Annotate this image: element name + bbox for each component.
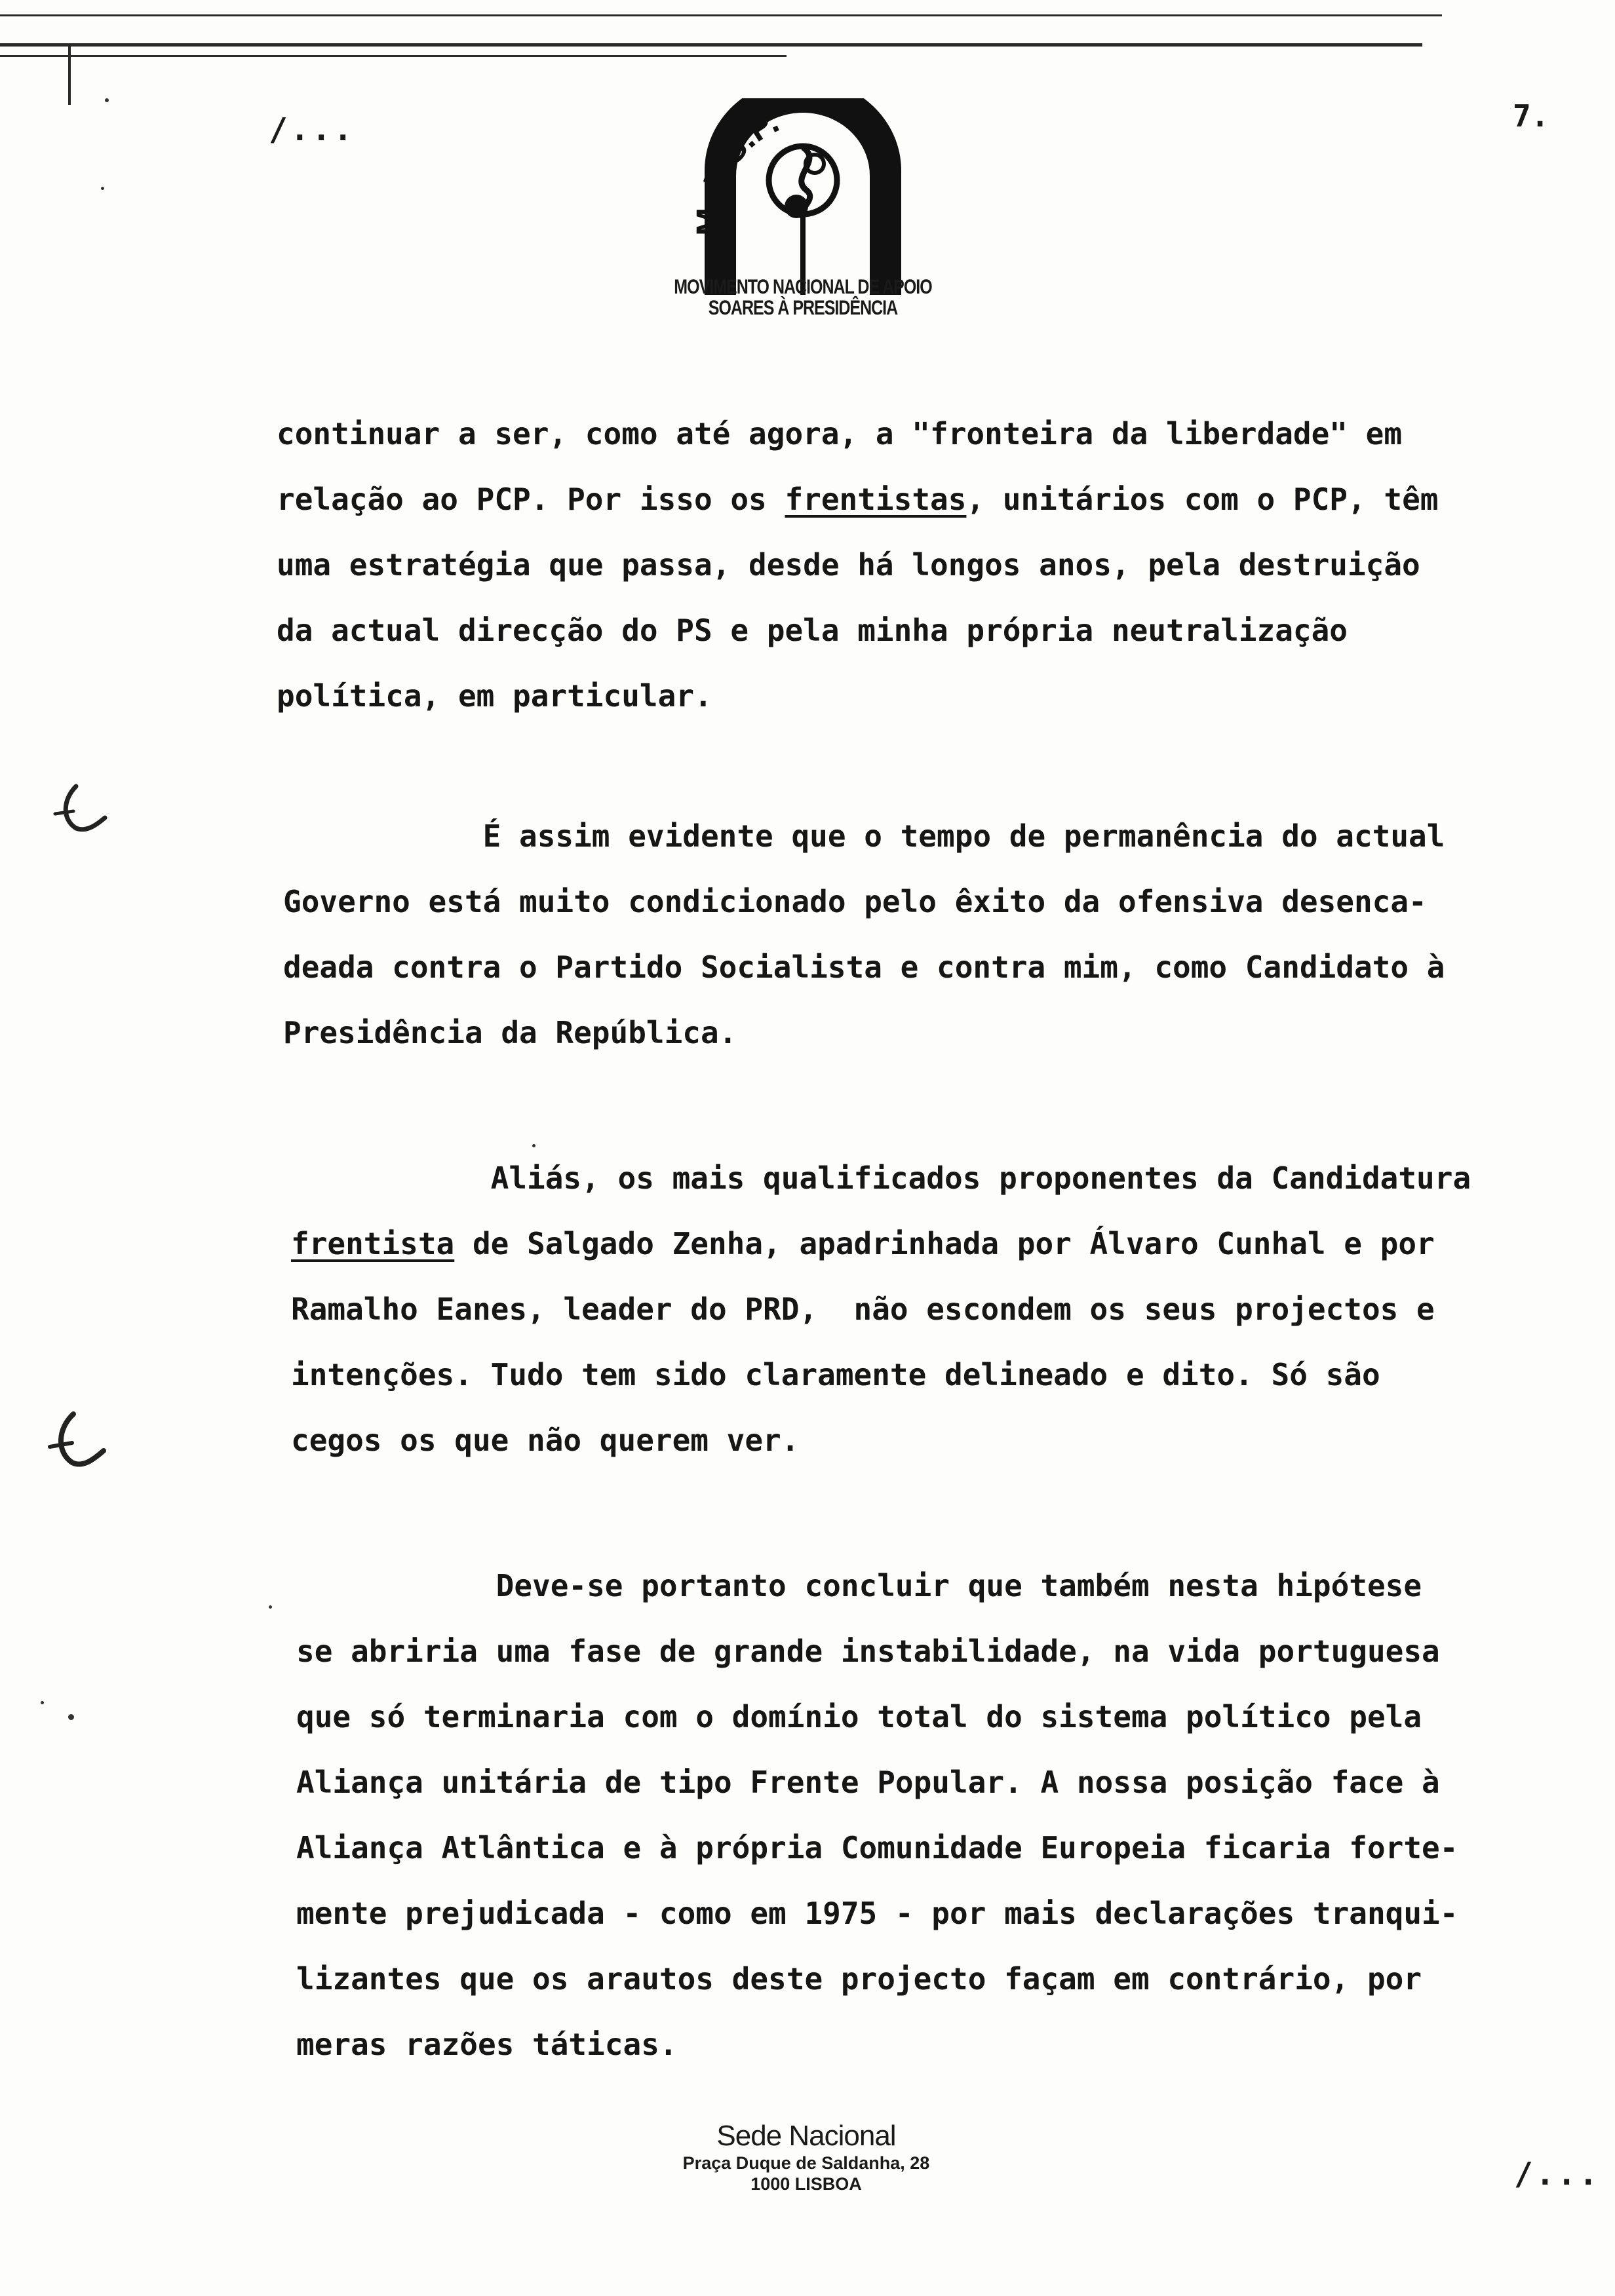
- text-run: Deve-se portanto concluir que também nesta hipótese: [296, 1568, 1422, 1603]
- text-run: intenções. Tudo tem sido claramente delineado e dito. Só são: [291, 1357, 1380, 1392]
- paragraph-4: [296, 1553, 1458, 2077]
- text-run: Aliás, os mais qualificados proponentes da Candidatura: [291, 1160, 1471, 1196]
- text-run: Presidência da República.: [283, 1015, 737, 1050]
- text-run: lizantes que os arautos deste projecto façam em contrário, por: [296, 1961, 1422, 1997]
- scan-top-rule-2: [0, 43, 1422, 47]
- logo-line-2: SOARES À PRESIDÊNCIA: [708, 296, 898, 320]
- text-line: [291, 1211, 1471, 1276]
- text-line: [291, 1342, 1471, 1407]
- page-number: 7.: [1513, 98, 1549, 134]
- text-run: que só terminaria com o domínio total do sistema político pela: [296, 1699, 1422, 1734]
- text-line: [296, 1946, 1458, 2012]
- margin-check-mark-icon-2: [43, 1409, 109, 1474]
- text-run: de Salgado Zenha, apadrinhada por Álvaro Cunhal e por: [454, 1226, 1435, 1261]
- text-run: Governo está muito condicionado pelo êxito da ofensiva desenca-: [283, 884, 1427, 919]
- text-run: da actual direcção do PS e pela minha própria neutralização: [277, 613, 1348, 648]
- text-run: Aliança Atlântica e à própria Comunidade Europeia ficaria forte-: [296, 1830, 1458, 1866]
- text-run: política, em particular.: [277, 678, 712, 714]
- text-line: [277, 532, 1438, 598]
- scan-speck: [532, 1144, 535, 1147]
- masp-logo: [659, 98, 947, 334]
- footer-address-line-2: 1000 LISBOA: [750, 2174, 862, 2194]
- text-line: [277, 663, 1438, 729]
- scan-top-rule-3: [0, 55, 787, 57]
- text-line: [291, 1276, 1471, 1342]
- scan-speck: [41, 1701, 44, 1704]
- text-line: [283, 803, 1445, 869]
- text-run: uma estratégia que passa, desde há longos anos, pela destruição: [277, 547, 1420, 583]
- paragraph-1: [277, 401, 1438, 729]
- text-line: [283, 934, 1445, 1000]
- text-run: É assim evidente que o tempo de permanência do actual: [283, 818, 1445, 854]
- margin-check-mark-icon: [50, 780, 109, 839]
- footer-address: [610, 2120, 1003, 2194]
- scan-speck: [269, 1605, 272, 1609]
- text-run: , unitários com o PCP, têm: [966, 482, 1439, 517]
- text-line: [296, 1618, 1458, 1684]
- footer-address-line-1: Praça Duque de Saldanha, 28: [682, 2153, 930, 2173]
- text-line: [296, 1750, 1458, 1815]
- paragraph-3: [291, 1145, 1471, 1473]
- text-run: Ramalho Eanes, leader do PRD, não escondem os seus projectos e: [291, 1292, 1435, 1327]
- text-line: [277, 467, 1438, 532]
- footer-title: Sede Nacional: [716, 2120, 896, 2152]
- logo-line-1: MOVIMENTO NACIONAL DE APOIO: [674, 275, 932, 299]
- continuation-mark-bottom: /...: [1514, 2156, 1601, 2192]
- text-line: [296, 2012, 1458, 2077]
- text-run: se abriria uma fase de grande instabilidade, na vida portuguesa: [296, 1634, 1440, 1669]
- text-line: [296, 1553, 1458, 1618]
- text-line: [296, 1684, 1458, 1750]
- text-run: relação ao PCP. Por isso os: [277, 482, 785, 517]
- underlined-term: frentista: [291, 1226, 455, 1261]
- text-line: [296, 1881, 1458, 1946]
- text-line: [283, 869, 1445, 934]
- continuation-mark-top: /...: [269, 111, 355, 148]
- paragraph-2: [283, 803, 1445, 1065]
- text-line: [277, 598, 1438, 663]
- text-run: continuar a ser, como até agora, a "fronteira da liberdade" em: [277, 416, 1403, 451]
- text-line: [283, 1000, 1445, 1065]
- logo-brand-text: M.A.S.P.: [690, 102, 785, 237]
- text-run: Aliança unitária de tipo Frente Popular. A nossa posição face à: [296, 1765, 1440, 1800]
- scan-top-rule: [0, 14, 1442, 16]
- text-line: [291, 1145, 1471, 1211]
- text-run: deada contra o Partido Socialista e contra mim, como Candidato à: [283, 949, 1445, 985]
- scan-speck: [68, 1714, 74, 1720]
- underlined-term: frentistas: [785, 482, 967, 517]
- text-run: mente prejudicada - como em 1975 - por mais declarações tranqui-: [296, 1896, 1458, 1931]
- text-line: [277, 401, 1438, 467]
- scan-speck: [105, 98, 109, 102]
- text-line: [291, 1407, 1471, 1473]
- text-line: [296, 1815, 1458, 1881]
- text-run: meras razões táticas.: [296, 2027, 678, 2062]
- scan-left-tick: [68, 46, 71, 105]
- text-run: cegos os que não querem ver.: [291, 1423, 800, 1458]
- scan-speck: [101, 187, 104, 190]
